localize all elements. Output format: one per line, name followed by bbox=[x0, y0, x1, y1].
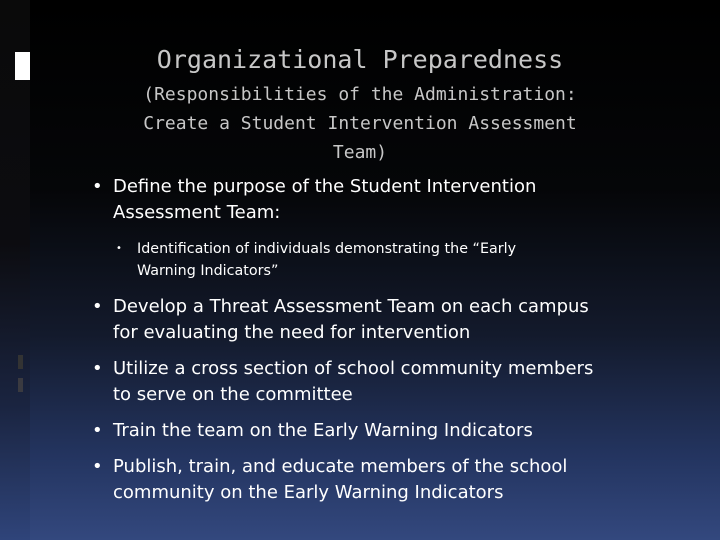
bullet-line: • Develop a Threat Assessment Team on each campus bbox=[113, 296, 589, 317]
decor-mark bbox=[18, 355, 23, 369]
bullet-line: • Define the purpose of the Student Intervention bbox=[113, 176, 537, 197]
bullet-line: Assessment Team: bbox=[113, 202, 281, 223]
left-accent-strip bbox=[0, 0, 30, 540]
bullet-item bbox=[92, 454, 672, 506]
subtitle-line: Team) bbox=[332, 142, 388, 163]
subtitle-line: Create a Student Intervention Assessment bbox=[143, 113, 577, 134]
bullet-item bbox=[92, 356, 672, 408]
sub-bullet-item bbox=[92, 238, 672, 282]
sub-bullet-list bbox=[113, 238, 672, 282]
slide-title-block bbox=[100, 44, 620, 167]
slide-subtitle bbox=[100, 80, 620, 167]
bullet-line: • Train the team on the Early Warning Indicators bbox=[113, 420, 533, 441]
slide-title: Organizational Preparedness bbox=[156, 45, 564, 74]
bullet-line: for evaluating the need for intervention bbox=[113, 322, 471, 343]
title-marker bbox=[15, 52, 30, 80]
sub-bullet-line: Warning Indicators” bbox=[137, 263, 279, 279]
bullet-item bbox=[92, 294, 672, 346]
bullet-item bbox=[92, 174, 672, 282]
subtitle-line: (Responsibilities of the Administration: bbox=[143, 84, 577, 105]
bullet-line: community on the Early Warning Indicators bbox=[113, 482, 504, 503]
bullet-item bbox=[92, 418, 672, 444]
decor-mark bbox=[18, 378, 23, 392]
bullet-list bbox=[92, 174, 672, 506]
sub-bullet-line: • Identification of individuals demonstrating the “Early bbox=[137, 241, 517, 257]
bullet-line: • Publish, train, and educate members of the school bbox=[113, 456, 568, 477]
bullet-line: to serve on the committee bbox=[113, 384, 353, 405]
bullet-line: • Utilize a cross section of school community members bbox=[113, 358, 594, 379]
